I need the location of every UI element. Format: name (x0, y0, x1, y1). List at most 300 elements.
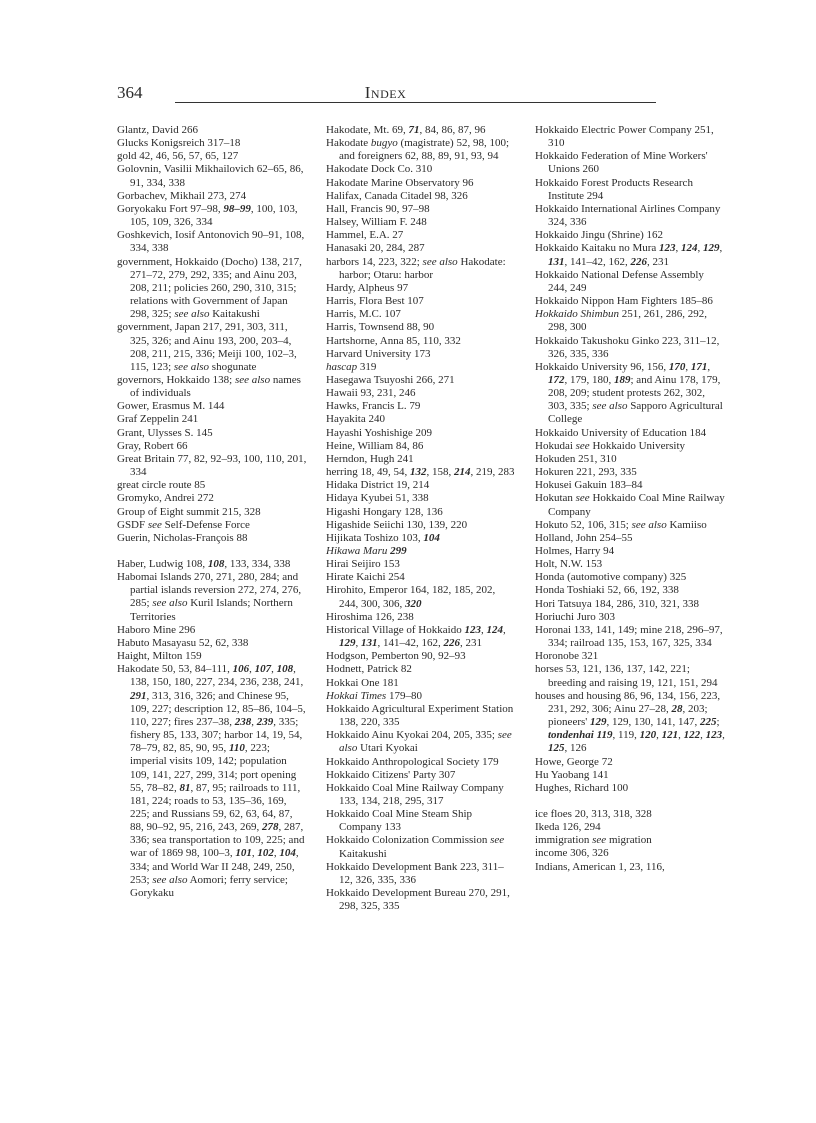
illustration-page-ref: 129 (703, 242, 720, 255)
illustration-page-ref: 299 (390, 545, 407, 557)
entry-text: harbors 14, 223, 322; (326, 255, 423, 268)
entry-text: Habuto Masayasu 52, 62, 338 (117, 636, 249, 649)
entry-text: Hokkaido Coal Mine Steam Ship Company 133 (326, 808, 473, 834)
entry-text: Hall, Francis 90, 97–98 (326, 202, 430, 215)
entry-text: Hirohito, Emperor 164, 182, 185, 202, 244, 300, 306, (326, 584, 496, 610)
entry-text: , 133, 334, 338 (224, 558, 291, 570)
entry-text: (magistrate) 52, 98, 100; and foreigners 62, 88, 89, 91, 93, 94 (339, 137, 509, 163)
illustration-page-ref: 132 (410, 466, 427, 479)
illustration-page-ref: 189 (614, 373, 631, 386)
index-entry (326, 137, 516, 163)
index-entry (326, 163, 516, 176)
entry-text: Hokkaido Development Bureau 270, 291, 298, 325, 335 (326, 887, 510, 913)
illustration-page-ref: 101 (235, 847, 252, 860)
entry-text: , (719, 242, 723, 255)
index-entry (117, 190, 307, 203)
entry-text: Harris, M.C. 107 (326, 308, 401, 321)
entry-text: Hokkaido Electric Power Company 251, 310 (535, 124, 714, 150)
index-entry (535, 571, 725, 584)
illustration-page-ref: 320 (405, 597, 422, 610)
entry-text: migration (606, 834, 652, 847)
illustration-page-ref: 98–99 (223, 202, 251, 215)
entry-text: , 313, 316, 326; and Chinese 95, 109, 227; description 12, 85–86, 104–5, 110, 227; fires 237–38, (130, 689, 306, 728)
entry-text: Hokkaido Citizens' Party 307 (326, 768, 456, 781)
illustration-page-ref: 81 (179, 781, 191, 794)
entry-text: Indians, American 1, 23, 116, (535, 860, 665, 873)
index-entry (326, 374, 516, 387)
entry-text: Honda Toshiaki 52, 66, 192, 338 (535, 584, 679, 597)
entry-text: Kuril Islands; Northern Territories (130, 597, 293, 623)
italic-text: see also (152, 873, 188, 886)
index-entry (326, 479, 516, 492)
entry-text: , (480, 623, 487, 636)
illustration-page-ref: 110 (229, 742, 245, 755)
index-entry (535, 861, 725, 874)
entry-text: Hokkaido National Defense Assembly 244, 249 (535, 268, 704, 294)
italic-text: see also (174, 308, 210, 321)
index-entry (535, 782, 725, 795)
index-entry (326, 532, 516, 545)
index-entry (326, 256, 516, 282)
index-entry (326, 361, 516, 374)
entry-text: , (722, 729, 725, 742)
entry-text: Halsey, William F. 248 (326, 216, 427, 229)
entry-text: Hidaka District 19, 214 (326, 479, 430, 492)
page-number: 364 (117, 83, 143, 102)
index-column-1 (117, 124, 307, 900)
index-entry (326, 690, 516, 703)
entry-text: , (251, 847, 258, 860)
illustration-page-ref: 226 (443, 637, 460, 650)
entry-text: Hokkaido Nippon Ham Fighters 185–86 (535, 295, 713, 308)
entry-text: Hartshorne, Anna 85, 110, 332 (326, 334, 461, 347)
entry-text: Goshkevich, Iosif Antonovich 90–91, 108, 334, 338 (117, 229, 305, 255)
entry-text: government, Hokkaido (Docho) 138, 217, 271–72, 279, 292, 335; and Ainu 203, 208, 211; policies 260, 290, 310, 315; relations with Government of Japan 298, 325; (117, 255, 302, 321)
entry-text: Hokkaido Coal Mine Railway Company (548, 492, 725, 518)
index-entry (326, 466, 516, 479)
page-title: Index (364, 83, 407, 102)
entry-text: Holt, N.W. 153 (535, 558, 603, 571)
index-entry (326, 124, 516, 137)
index-entry (326, 558, 516, 571)
entry-text: , (700, 729, 706, 742)
italic-text: see also (234, 373, 271, 386)
entry-text: Hammel, E.A. 27 (326, 229, 404, 242)
entry-text: , (675, 242, 682, 255)
index-entry (117, 124, 307, 137)
index-entry (535, 756, 725, 769)
entry-text: Gorbachev, Mikhail 273, 274 (117, 189, 247, 202)
illustration-page-ref: 171 (690, 360, 708, 373)
illustration-page-ref: 124 (486, 623, 503, 636)
illustration-page-ref: 123 (659, 242, 676, 255)
italic-text: Hokkai Times (326, 689, 387, 702)
index-entry (535, 598, 725, 611)
entry-text: , (273, 847, 280, 860)
index-entry (535, 124, 725, 150)
entry-text: Hokutan (535, 492, 576, 505)
index-entry (117, 427, 307, 440)
index-entry (326, 769, 516, 782)
index-entry (117, 506, 307, 519)
entry-text: Hokkaido Jingu (Shrine) 162 (535, 229, 664, 242)
entry-text: Goryokaku Fort 97–98, (117, 202, 224, 215)
illustration-page-ref: 226 (630, 255, 647, 268)
index-entry (535, 440, 725, 453)
index-entry (535, 269, 725, 295)
illustration-page-ref: 278 (262, 821, 279, 834)
index-entry (326, 611, 516, 624)
entry-text: Hokkaido Coal Mine Railway Company 133, 134, 218, 295, 317 (326, 781, 504, 807)
index-entry (117, 413, 307, 426)
index-entry (117, 624, 307, 637)
entry-text: Hidaya Kyubei 51, 338 (326, 492, 429, 505)
index-column-2 (326, 124, 516, 913)
entry-text: Haber, Ludwig 108, (117, 558, 208, 570)
index-entry (535, 690, 725, 756)
entry-text: Aomori; ferry service; Gorykaku (130, 873, 288, 899)
italic-text: see also (422, 255, 458, 268)
index-entry (326, 584, 516, 610)
index-entry (535, 361, 725, 427)
entry-text: , (502, 623, 506, 636)
entry-text: Hakodate (326, 137, 371, 150)
entry-text: Honda (automotive company) 325 (535, 571, 687, 584)
index-entry (326, 677, 516, 690)
entry-text: , 87, 95; railroads to 111, 181, 224; roads to 53, 135–36, 169, 225; and Russians 59, 62, 63, 64, 87, 88, 90–92, 95, 216, 243, 269, (130, 781, 301, 834)
index-entry (535, 847, 725, 860)
entry-text: , 141–42, 162, (564, 255, 631, 268)
entry-text: Hokkaido Federation of Mine Workers' Unions 260 (535, 150, 708, 176)
illustration-page-ref: 125 (548, 742, 565, 755)
entry-text: Herndon, Hugh 241 (326, 452, 414, 465)
italic-text: see also (631, 518, 667, 531)
entry-text: Hasegawa Tsuyoshi 266, 271 (326, 373, 455, 386)
index-entry (326, 348, 516, 361)
index-entry (535, 650, 725, 663)
entry-text: immigration (535, 834, 593, 847)
entry-text: Kamiiso (666, 518, 707, 531)
illustration-page-ref: 131 (548, 255, 565, 268)
entry-text: Holland, John 254–55 (535, 531, 633, 544)
index-entry (326, 400, 516, 413)
index-entry (326, 571, 516, 584)
entry-text: Hawaii 93, 231, 246 (326, 387, 416, 400)
illustration-page-ref: 225 (700, 716, 717, 729)
index-entry (326, 229, 516, 242)
entry-text: , 126 (564, 742, 587, 755)
index-entry (535, 769, 725, 782)
illustration-page-ref: 172 (548, 373, 565, 386)
index-entry (117, 650, 307, 663)
index-entry (117, 440, 307, 453)
entry-text: Hardy, Alpheus 97 (326, 281, 409, 294)
index-entry (326, 177, 516, 190)
entry-text: Hawks, Francis L. 79 (326, 400, 421, 413)
entry-text: Habomai Islands 270, 271, 280, 284; and partial islands reversion 272, 274, 276, 285; (117, 571, 302, 610)
entry-text: Hokkaido Forest Products Research Institute 294 (535, 176, 693, 202)
entry-text: Kaitakushi (339, 847, 387, 860)
entry-text: Hori Tatsuya 184, 286, 310, 321, 338 (535, 597, 700, 610)
index-entry (535, 558, 725, 571)
italic-text: see also (173, 360, 210, 373)
entry-text: Hanasaki 20, 284, 287 (326, 242, 425, 255)
index-entry (326, 782, 516, 808)
index-entry (326, 887, 516, 913)
entry-text: , (251, 715, 257, 728)
index-entry (326, 506, 516, 519)
index-entry (326, 242, 516, 255)
entry-text: Hakodate, Mt. 69, (326, 124, 409, 136)
index-entry (326, 190, 516, 203)
entry-text: Hokkaido University 96, 156, (535, 360, 669, 373)
entry-text: , (678, 729, 684, 742)
italic-text: see (147, 518, 162, 531)
entry-text: Haight, Milton 159 (117, 650, 202, 663)
index-entry (535, 427, 725, 440)
entry-text: Hayashi Yoshishige 209 (326, 426, 433, 439)
entry-text: Hakodate: harbor; Otaru: harbor (339, 255, 506, 281)
index-entry (535, 295, 725, 308)
index-entry (326, 861, 516, 887)
index-entry (326, 440, 516, 453)
index-entry (326, 650, 516, 663)
illustration-page-ref: 129 (590, 716, 607, 729)
italic-text: bugyo (370, 137, 398, 150)
illustration-page-ref: 291 (130, 689, 147, 702)
entry-text: Gromyko, Andrei 272 (117, 492, 214, 505)
index-entry (326, 216, 516, 229)
entry-text: Glucks Konigsreich 317–18 (117, 137, 241, 150)
index-entry (117, 321, 307, 374)
italic-text: hascap (326, 360, 358, 373)
italic-text: Hikawa Maru (326, 545, 388, 557)
index-entry (535, 308, 725, 334)
entry-text: Higashi Hongary 128, 136 (326, 505, 443, 518)
index-entry (326, 427, 516, 440)
entry-text: Hokusei Gakuin 183–84 (535, 479, 643, 492)
entry-text: Hakodate Marine Observatory 96 (326, 176, 474, 189)
entry-text: , 141–42, 162, (377, 637, 444, 650)
entry-text: GSDF (117, 518, 148, 531)
index-entry (535, 466, 725, 479)
entry-text: Haboro Mine 296 (117, 623, 196, 636)
illustration-page-ref: 129 (339, 637, 356, 650)
entry-text: , 179, 180, (564, 373, 614, 386)
entry-text: Self-Defense Force (161, 518, 250, 531)
illustration-page-ref: 106 (232, 663, 250, 676)
illustration-page-ref: 238 (234, 715, 252, 728)
entry-text: Hokuto 52, 106, 315; (535, 518, 632, 531)
entry-text: government, Japan 217, 291, 303, 311, 325, 326; and Ainu 193, 200, 203–4, 208, 211, 215, 336; Meiji 100, 102–3, 115, 123; (117, 321, 297, 373)
entry-text: Hodnett, Patrick 82 (326, 663, 412, 676)
entry-text: Guerin, Nicholas-François 88 (117, 531, 248, 544)
index-entry (535, 150, 725, 176)
entry-text: Kaitakushi (209, 308, 260, 321)
entry-text: , 100, 103, 105, 109, 326, 334 (130, 202, 298, 229)
entry-text: , 219, 283 (470, 466, 515, 479)
index-entry (535, 242, 725, 268)
index-entry (117, 163, 307, 189)
illustration-page-ref: 131 (361, 637, 378, 650)
index-entry (326, 387, 516, 400)
index-entry (535, 624, 725, 650)
illustration-page-ref: 120 (639, 729, 657, 742)
entry-text: Hokuden 251, 310 (535, 452, 617, 465)
index-entry (117, 492, 307, 505)
illustration-page-ref: 121 (661, 729, 679, 742)
illustration-page-ref: 28 (671, 702, 683, 715)
italic-text: see also (592, 400, 628, 413)
index-entry (326, 282, 516, 295)
entry-text: Hokuren 221, 293, 335 (535, 466, 637, 479)
index-entry (535, 203, 725, 229)
index-entry (535, 519, 725, 532)
italic-text: see (575, 439, 590, 452)
running-header (115, 80, 656, 104)
entry-text: Hughes, Richard 100 (535, 781, 629, 794)
entry-text: Hokkaido Kaitaku no Mura (535, 242, 660, 255)
entry-text: , 231 (460, 637, 482, 650)
header-rule (175, 102, 656, 103)
index-entry (535, 611, 725, 624)
index-entry (117, 519, 307, 532)
entry-text: , 334; and World War II 248, 249, 250, 253; (130, 847, 299, 886)
index-entry (117, 150, 307, 163)
entry-text: Hokudai (535, 439, 576, 452)
entry-text: Hokkaido Ainu Kyokai 204, 205, 335; (326, 729, 498, 742)
entry-text: Holmes, Harry 94 (535, 545, 615, 557)
index-entry (326, 703, 516, 729)
entry-text: income 306, 326 (535, 847, 609, 860)
index-entry (117, 479, 307, 492)
entry-text: , 231 (647, 255, 669, 268)
entry-text: governors, Hokkaido 138; (117, 373, 235, 386)
entry-text: ; and Ainu 178, 179, 208, 209; student protests 262, 302, 303, 335; (548, 373, 721, 413)
entry-text: Horonobe 321 (535, 650, 599, 663)
index-entry (117, 374, 307, 400)
illustration-page-ref: 239 (256, 715, 274, 728)
index-entry (326, 295, 516, 308)
entry-text: gold 42, 46, 56, 57, 65, 127 (117, 150, 239, 163)
index-entry (535, 335, 725, 361)
entry-text: Gower, Erasmus M. 144 (117, 400, 225, 413)
entry-text: names of individuals (130, 373, 301, 400)
index-entry (535, 532, 725, 545)
entry-text: Glantz, David 266 (117, 124, 198, 136)
italic-text: see (490, 834, 505, 847)
index-entry (326, 545, 516, 558)
entry-text: Hokkaido Takushoku Ginko 223, 311–12, 326, 335, 336 (535, 334, 720, 360)
entry-text: , 203; pioneers' (548, 702, 708, 729)
index-entry (326, 321, 516, 334)
entry-text: Hokkaido Colonization Commission (326, 834, 491, 847)
index-entry (326, 729, 516, 755)
index-entry (535, 545, 725, 558)
index-entry (117, 400, 307, 413)
entry-text: herring 18, 49, 54, (326, 466, 411, 479)
index-entry (117, 663, 307, 900)
entry-text: , 84, 86, 87, 96 (419, 124, 486, 136)
entry-text: , (355, 637, 361, 650)
entry-text: Harris, Flora Best 107 (326, 295, 424, 308)
entry-text: Hokkaido Agricultural Experiment Station 138, 220, 335 (326, 702, 514, 729)
entry-text: , (249, 663, 255, 676)
italic-text: Hokkaido Shimbun (535, 308, 620, 321)
index-entry (535, 834, 725, 847)
italic-text: see (575, 492, 590, 505)
index-entry (326, 808, 516, 834)
entry-text: Hodgson, Pemberton 90, 92–93 (326, 650, 466, 663)
entry-text: , (707, 360, 711, 373)
entry-text: , 138, 150, 180, 227, 234, 236, 238, 241, (130, 663, 304, 689)
index-entry (117, 637, 307, 650)
entry-text: , 223; imperial visits 109, 142; population 109, 141, 227, 299, 314; port opening 55, 78–82, (130, 742, 297, 794)
index-entry (535, 821, 725, 834)
entry-text: Hiroshima 126, 238 (326, 610, 414, 623)
entry-text: , (697, 242, 704, 255)
entry-text: , (685, 360, 691, 373)
entry-text: 251, 261, 286, 292, 298, 300 (548, 308, 708, 334)
index-entry (535, 479, 725, 492)
index-entry (117, 256, 307, 322)
illustration-page-ref: 170 (668, 360, 686, 373)
index-entry (326, 203, 516, 216)
entry-text: , 335; fishery 85, 133, 307; harbor 14, 19, 54, 78–79, 82, 85, 90, 95, (130, 715, 303, 755)
entry-text: Hijikata Toshizo 103, (326, 531, 424, 544)
entry-text: ; (716, 716, 720, 729)
entry-text: Graf Zeppelin 241 (117, 413, 199, 426)
entry-text: Horiuchi Juro 303 (535, 610, 616, 623)
index-entry (535, 808, 725, 821)
entry-text: Harris, Townsend 88, 90 (326, 321, 435, 334)
illustration-page-ref: 107 (254, 663, 272, 676)
entry-text: , 158, (426, 466, 455, 479)
entry-text: shogunate (209, 360, 257, 373)
illustration-page-ref: 214 (454, 466, 471, 479)
entry-text: Golovnin, Vasilii Mikhailovich 62–65, 86, 91, 334, 338 (117, 163, 304, 189)
entry-text: Sapporo Agricultural College (548, 400, 723, 426)
entry-text: Hirai Seijiro 153 (326, 558, 400, 571)
index-entry (326, 834, 516, 860)
illustration-page-ref: 104 (423, 531, 440, 544)
entry-text: Hokkaido University (589, 439, 686, 452)
entry-text: Howe, George 72 (535, 755, 613, 768)
illustration-page-ref: 108 (276, 663, 294, 676)
illustration-page-ref: 123 (705, 729, 723, 742)
entry-text: , 119, (612, 729, 640, 742)
entry-text: , 287, 336; sea transportation to 109, 225; and war of 1869 98, 100–3, (130, 821, 305, 860)
illustration-page-ref: 102 (257, 847, 274, 860)
index-column-3 (535, 124, 725, 874)
illustration-page-ref: 104 (279, 847, 296, 860)
italic-text: see also (152, 597, 188, 610)
entry-text: ice floes 20, 313, 318, 328 (535, 807, 652, 820)
index-entry (117, 229, 307, 255)
entry-text: 179–80 (386, 689, 422, 702)
entry-text: Gray, Robert 66 (117, 439, 188, 452)
entry-text: Historical Village of Hokkaido (326, 623, 465, 636)
italic-text: see also (339, 729, 512, 755)
italic-text: see (592, 834, 607, 847)
index-entry (326, 756, 516, 769)
illustration-page-ref: 122 (683, 729, 701, 742)
index-entry (326, 308, 516, 321)
index-entry (535, 584, 725, 597)
entry-text: Grant, Ulysses S. 145 (117, 426, 213, 439)
entry-text: , 129, 130, 141, 147, (606, 716, 700, 729)
entry-text: Hokkaido University of Education 184 (535, 426, 707, 439)
